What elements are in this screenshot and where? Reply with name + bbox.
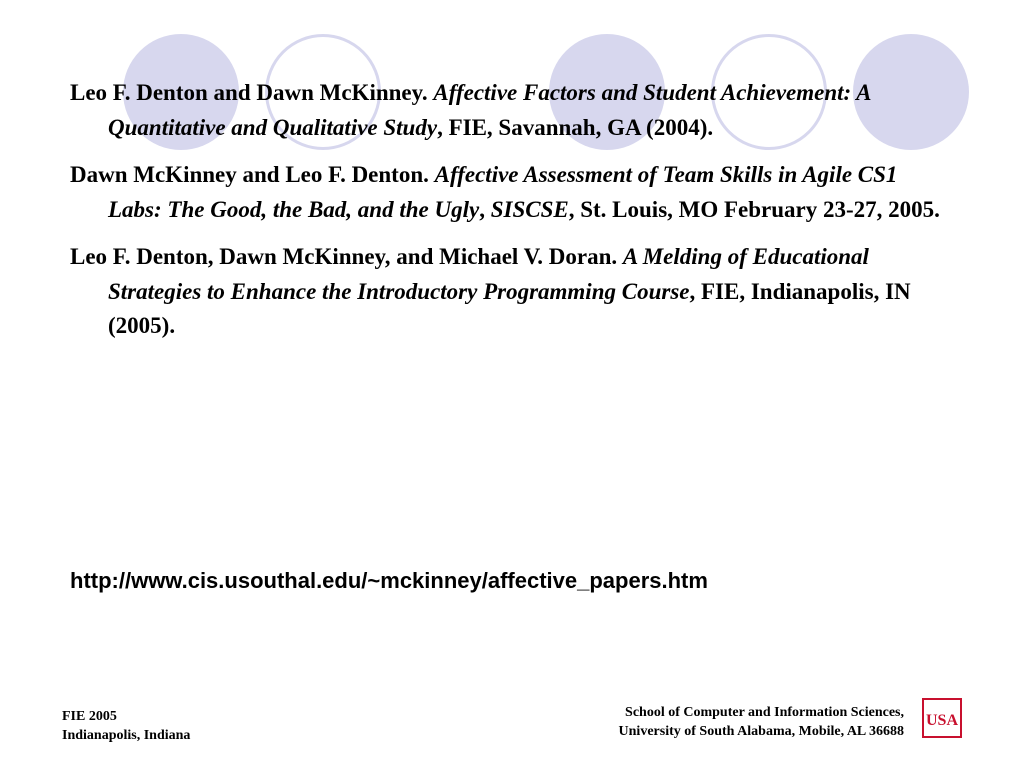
reference-venue: , St. Louis, MO February 23-27, 2005. [568, 196, 940, 222]
reference-title: A Melding of Educational Strategies to Enhance the Introductory Programming Course [108, 244, 869, 304]
footer-school: School of Computer and Information Sciences, [625, 705, 904, 720]
reference-list [70, 76, 950, 357]
papers-url-link[interactable]: http://www.cis.usouthal.edu/~mckinney/affective_papers.htm [70, 568, 708, 593]
reference-venue-italic: SISCSE [490, 196, 569, 222]
reference-item [70, 158, 950, 227]
reference-authors: Leo F. Denton and Dawn McKinney. [70, 80, 428, 105]
footer-conference [62, 707, 190, 745]
reference-item [70, 76, 950, 145]
reference-title: Affective Factors and Student Achievement: A Quantitative and Qualitative Study [108, 80, 871, 140]
svg-text:USA: USA [925, 712, 959, 729]
footer-university: University of South Alabama, Mobile, AL 36688 [618, 724, 904, 739]
reference-separator: , [479, 196, 491, 222]
reference-title: Affective Assessment of Team Skills in Agile CS1 Labs: The Good, the Bad, and the Ugly [108, 162, 898, 222]
reference-item [70, 240, 950, 344]
footer-affiliation [619, 703, 904, 741]
usa-logo-icon [922, 698, 962, 738]
footer-conference-location: Indianapolis, Indiana [62, 728, 191, 743]
reference-venue: , FIE, Savannah, GA (2004). [437, 114, 714, 140]
reference-authors: Dawn McKinney and Leo F. Denton. [70, 162, 429, 187]
footer-conference-name: FIE 2005 [62, 709, 117, 724]
reference-venue: , FIE, Indianapolis, IN (2005). [108, 278, 911, 338]
reference-authors: Leo F. Denton, Dawn McKinney, and Michael V. Doran. [70, 244, 618, 269]
